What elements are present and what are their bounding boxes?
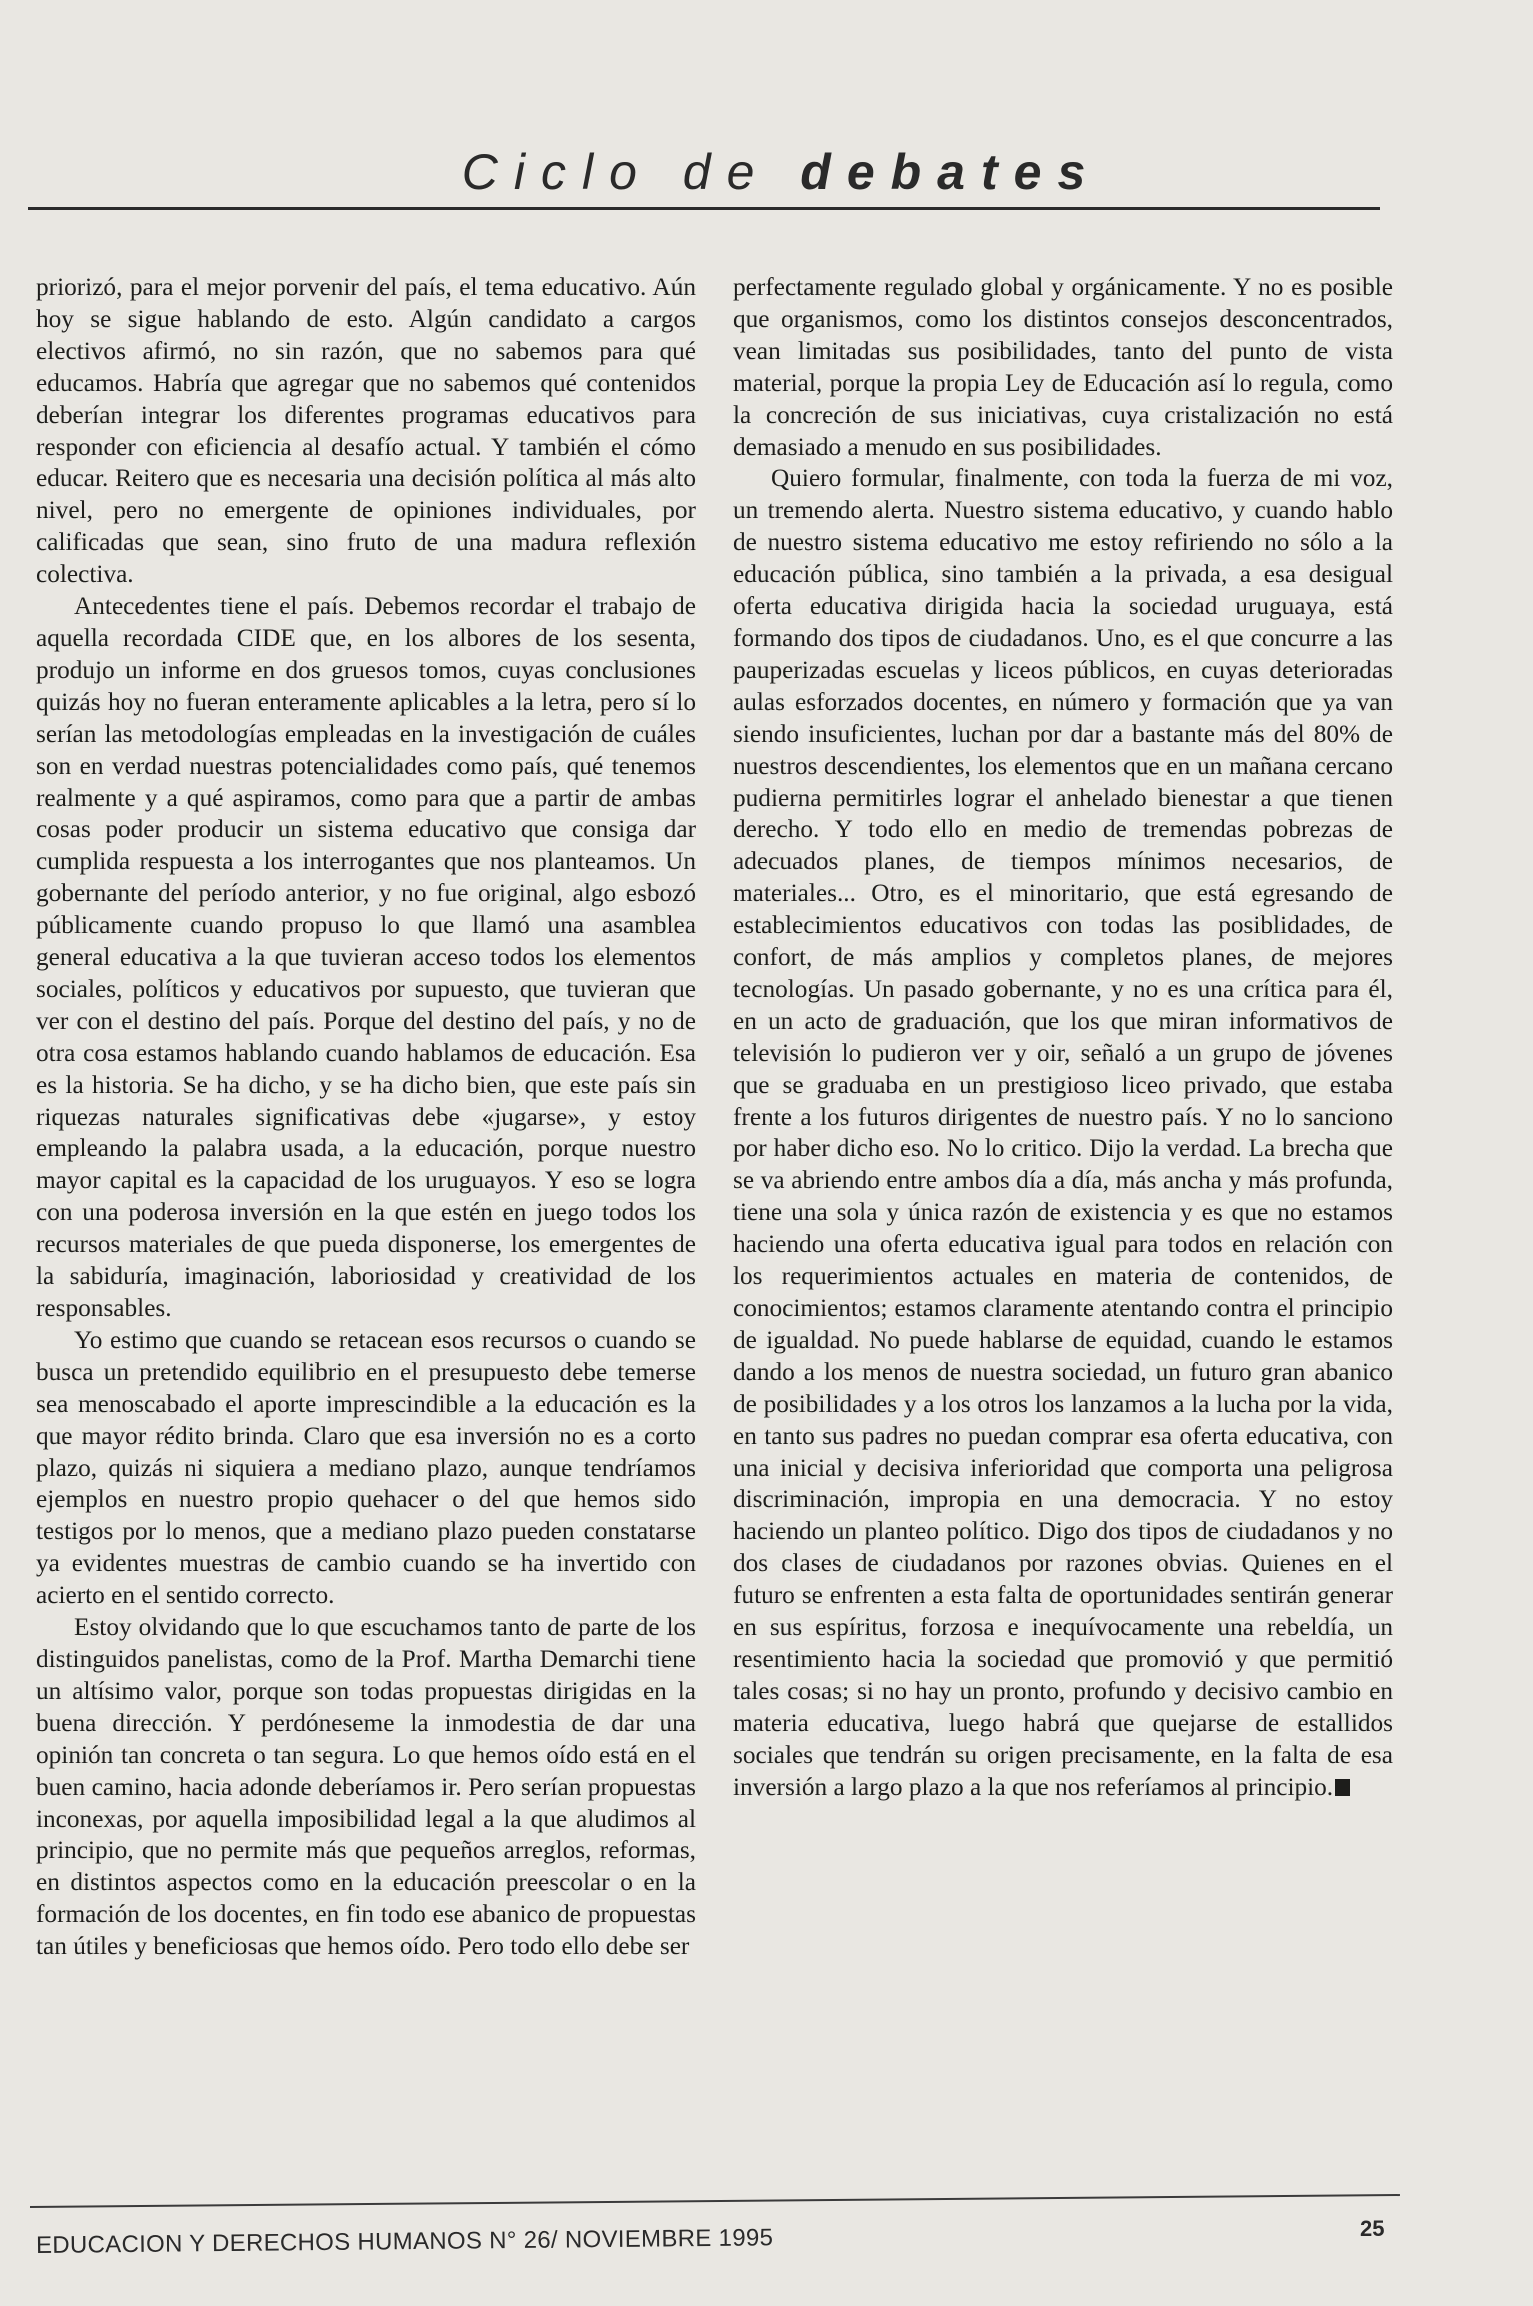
paragraph: Estoy olvidando que lo que escuchamos tanto de parte de los distinguidos panelistas, como de la Prof. Martha Demarchi tiene un altísimo valor, porque son todas propuestas dirigidas en la buena dirección. Y perdóneseme la inmodestia de dar una opinión tan concreta o tan segura. Lo que hemos oído está en el buen camino, hacia adonde deberíamos ir. Pero serían propuestas inconexas, por aquella imposibilidad legal a la que aludimos al principio, que no permite más que pequeños arreglos, reformas, en distintos aspectos como en la educación preescolar o en la formación de los docentes, en fin todo ese abanico de propuestas tan útiles y beneficiosas que hemos oído. Pero todo ello debe ser: [36, 1613, 696, 1961]
header-rule: [28, 207, 1380, 210]
section-title-part1: Ciclo de: [461, 144, 801, 200]
footer-rule: [30, 2194, 1400, 2208]
paragraph: Antecedentes tiene el país. Debemos recordar el trabajo de aquella recordada CIDE que, en los albores de los sesenta, produjo un informe en dos gruesos tomos, cuyas conclusiones quizás hoy no fueran enteramente aplicables a la letra, pero sí lo serían las metodologías empleadas en la investigación de cuáles son en verdad nuestras potencialidades como país, qué tenemos realmente y a qué aspiramos, como para que a partir de ambas cosas poder producir un sistema educativo que consiga dar cumplida respuesta a los interrogantes que nos planteamos. Un gobernante del período anterior, y no fue original, algo esbozó públicamente cuando propuso lo que llamó una asamblea general educativa a la que tuvieran acceso todos los elementos sociales, políticos y educativos por supuesto, que tuvieran que ver con el destino del país. Porque del destino del país, y no de otra cosa estamos hablando cuando hablamos de educación. Esa es la historia. Se ha dicho, y se ha dicho bien, que este país sin riquezas naturales significativas debe «jugarse», y estoy empleando la palabra usada, a la educación, porque nuestro mayor capital es la capacidad de los uruguayos. Y eso se logra con una poderosa inversión en la que estén en juego todos los recursos materiales de que pueda disponerse, los emergentes de la sabiduría, imaginación, laboriosidad y creatividad de los responsables.: [36, 592, 696, 1322]
right-column: [733, 272, 1393, 1804]
page-number: 25: [1360, 2216, 1385, 2241]
paragraph-final: [733, 463, 1393, 1803]
paragraph-text: Quiero formular, finalmente, con toda la fuerza de mi voz, un tremendo alerta. Nuestro sistema educativo, y cuando hablo de nuestro sistema educativo me estoy refiriendo no sólo a la educación pública, sino también a la privada, a esa desigual oferta educativa dirigida hacia la sociedad uruguaya, está formando dos tipos de ciudadanos. Uno, es el que concurre a las pauperizadas escuelas y liceos públicos, en cuyas deterioradas aulas esforzados docentes, en número y formación que ya van siendo insuficientes, luchan por dar a bastante más del 80% de nuestros descendientes, los elementos que en un mañana cercano pudierna permitirles lograr el anhelado bienestar a que tienen derecho. Y todo ello en medio de tremendas pobrezas de adecuados planes, de tiempos mínimos necesarios, de materiales... Otro, es el minoritario, que está egresando de establecimientos educativos con todas las posiblidades, de confort, de más amplios y completos planes, de mejores tecnologías. Un pasado gobernante, y no es una crítica para él, en un acto de graduación, que los que miran informativos de televisión lo pudieron ver y oir, señaló a un grupo de jóvenes que se graduaba en un prestigioso liceo privado, que estaba frente a los futuros dirigentes de nuestro país. Y no lo sanciono por haber dicho eso. No lo critico. Dijo la verdad. La brecha que se va abriendo entre ambos día a día, más ancha y más profunda, tiene una sola y única razón de existencia y es que no estamos haciendo una oferta educativa igual para todos en relación con los requerimientos actuales en materia de contenidos, de conocimientos; estamos claramente atentando contra el principio de igualdad. No puede hablarse de equidad, cuando le estamos dando a los menos de nuestra sociedad, un futuro gran abanico de posibilidades y a los otros los lanzamos a la lucha por la vida, en tanto sus padres no puedan comprar esa oferta educativa, con una inicial y decisiva inferioridad que comporta una peligrosa discriminación, impropia en una democracia. Y no estoy haciendo un planteo político. Digo dos tipos de ciudadanos y no dos clases de ciudadanos por razones obvias. Quienes en el futuro se enfrenten a esta falta de oportunidades sentirán generar en sus espíritus, forzosa e inequívocamente una rebeldía, un resentimiento hacia la sociedad que promovió y que permitió tales cosas; si no hay un pronto, profundo y decisivo cambio en materia educativa, luego habrá que quejarse de estallidos sociales que tendrán su origen precisamente, en la falta de esa inversión a largo plazo a la que nos referíamos al principio.: [733, 464, 1393, 1801]
section-title: [0, 143, 1533, 201]
footer-journal-info: EDUCACION Y DERECHOS HUMANOS N° 26/ NOVIEMBRE 1995: [35, 2224, 774, 2259]
paragraph: perfectamente regulado global y orgánicamente. Y no es posible que organismos, como los distintos consejos desconcentrados, vean limitadas sus posibilidades, tanto del punto de vista material, porque la propia Ley de Educación así lo regula, como la concreción de sus iniciativas, cuya cristalización no está demasiado a menudo en sus posibilidades.: [733, 273, 1393, 461]
left-column: [36, 272, 696, 1963]
section-title-part2: debates: [800, 144, 1102, 200]
end-of-article-mark: [1335, 1779, 1350, 1796]
paragraph: priorizó, para el mejor porvenir del país, el tema educativo. Aún hoy se sigue hablando de esto. Algún candidato a cargos electivos afirmó, no sin razón, que no sabemos para qué educamos. Habría que agregar que no sabemos qué contenidos deberían integrar los diferentes programas educativos para responder con eficiencia al desafío actual. Y también el cómo educar. Reitero que es necesaria una decisión política al más alto nivel, pero no emergente de opiniones individuales, por calificadas que sean, sino fruto de una madura reflexión colectiva.: [36, 273, 696, 589]
paragraph: Yo estimo que cuando se retacean esos recursos o cuando se busca un pretendido equilibrio en el presupuesto debe temerse sea menoscabado el aporte imprescindible a la educación es la que mayor rédito brinda. Claro que esa inversión no es a corto plazo, quizás ni siquiera a mediano plazo, aunque tendríamos ejemplos en nuestro propio quehacer o del que hemos sido testigos por lo menos, que a mediano plazo pueden constatarse ya evidentes muestras de cambio cuando se ha invertido con acierto en el sentido correcto.: [36, 1325, 696, 1610]
